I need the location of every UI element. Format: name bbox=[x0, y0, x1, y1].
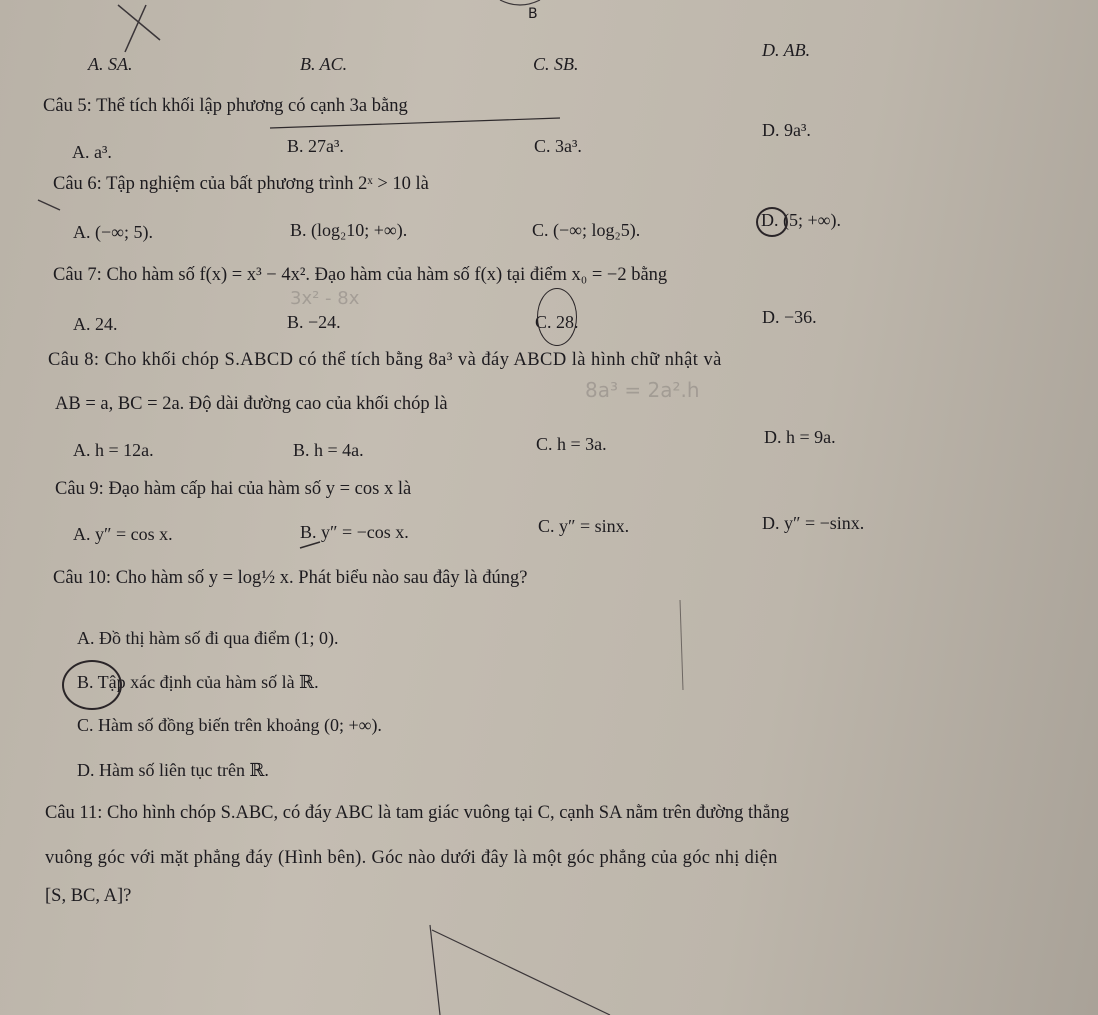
q6-option-a: A. (−∞; 5). bbox=[73, 222, 153, 242]
q4-option-c: C. SB. bbox=[533, 54, 579, 74]
q11-text-3: [S, BC, A]? bbox=[45, 886, 132, 906]
q5-option-c: C. 3a³. bbox=[534, 136, 582, 156]
q11-text-2: vuông góc với mặt phẳng đáy (Hình bên). Góc nào dưới đây là một góc phẳng của góc nhị diện bbox=[45, 848, 778, 868]
q6-option-b: B. (log₂10; +∞). bbox=[290, 220, 408, 240]
q10-option-a: A. Đồ thị hàm số đi qua điểm (1; 0). bbox=[77, 628, 339, 648]
q7-pencil-note: 3x² - 8x bbox=[290, 288, 360, 309]
q6-option-d: D. (5; +∞). bbox=[761, 210, 841, 230]
q4-option-a: A. SA. bbox=[88, 54, 133, 74]
q11-text-1: Câu 11: Cho hình chóp S.ABC, có đáy ABC là tam giác vuông tại C, cạnh SA nằm trên đường thẳng bbox=[45, 803, 790, 823]
q8-option-b: B. h = 4a. bbox=[293, 440, 364, 460]
top-arc bbox=[500, 0, 540, 5]
q4-option-d: D. AB. bbox=[762, 40, 811, 60]
q6-text: Câu 6: Tập nghiệm của bất phương trình 2ˣ > 10 là bbox=[53, 174, 429, 194]
q8-option-d: D. h = 9a. bbox=[764, 427, 836, 447]
q5-text: Câu 5: Thể tích khối lập phương có cạnh 3a bằng bbox=[43, 96, 408, 116]
q8-option-c: C. h = 3a. bbox=[536, 434, 607, 454]
q8-text-1: Câu 8: Cho khối chóp S.ABCD có thể tích bằng 8a³ và đáy ABCD là hình chữ nhật và bbox=[48, 350, 722, 370]
q7-option-c: C. 28. bbox=[535, 312, 579, 332]
q10-option-b: B. Tập xác định của hàm số là ℝ. bbox=[77, 672, 319, 692]
figure-edge-2 bbox=[432, 930, 610, 1015]
q9-option-b: B. y″ = −cos x. bbox=[300, 522, 409, 542]
q9-text: Câu 9: Đạo hàm cấp hai của hàm số y = cos x là bbox=[55, 479, 412, 499]
crease-line bbox=[680, 600, 683, 690]
q8-text-2: AB = a, BC = 2a. Độ dài đường cao của khối chóp là bbox=[55, 394, 448, 414]
q5-option-b: B. 27a³. bbox=[287, 136, 344, 156]
q4-option-b: B. AC. bbox=[300, 54, 348, 74]
q9-option-a: A. y″ = cos x. bbox=[73, 524, 173, 544]
q8-pencil-note: 8a³ = 2a².h bbox=[585, 378, 700, 402]
q8-option-a: A. h = 12a. bbox=[73, 440, 154, 460]
q7-text: Câu 7: Cho hàm số f(x) = x³ − 4x². Đạo hàm của hàm số f(x) tại điểm x₀ = −2 bằng bbox=[53, 265, 668, 285]
figure-edge-1 bbox=[430, 925, 440, 1015]
q6-option-c: C. (−∞; log₂5). bbox=[532, 220, 641, 240]
top-letter: B bbox=[528, 6, 538, 22]
q5-option-d: D. 9a³. bbox=[762, 120, 811, 140]
cross-stroke-2 bbox=[125, 5, 146, 52]
q6-answer-circle bbox=[756, 207, 788, 237]
q7-option-a: A. 24. bbox=[73, 314, 118, 334]
q5-option-a: A. a³. bbox=[72, 142, 112, 162]
q9-option-d: D. y″ = −sinx. bbox=[762, 513, 865, 533]
q10-option-d: D. Hàm số liên tục trên ℝ. bbox=[77, 760, 269, 780]
q9-option-c: C. y″ = sinx. bbox=[538, 516, 630, 536]
q7-answer-circle bbox=[537, 288, 577, 346]
q7-option-b: B. −24. bbox=[287, 312, 341, 332]
q5-underline-stroke bbox=[270, 118, 560, 128]
q10-text: Câu 10: Cho hàm số y = log½ x. Phát biểu nào sau đây là đúng? bbox=[53, 568, 528, 588]
q10-answer-circle bbox=[62, 660, 122, 710]
q10-option-c: C. Hàm số đồng biến trên khoảng (0; +∞). bbox=[77, 715, 382, 735]
q7-option-d: D. −36. bbox=[762, 307, 817, 327]
q6-mark bbox=[38, 200, 60, 210]
